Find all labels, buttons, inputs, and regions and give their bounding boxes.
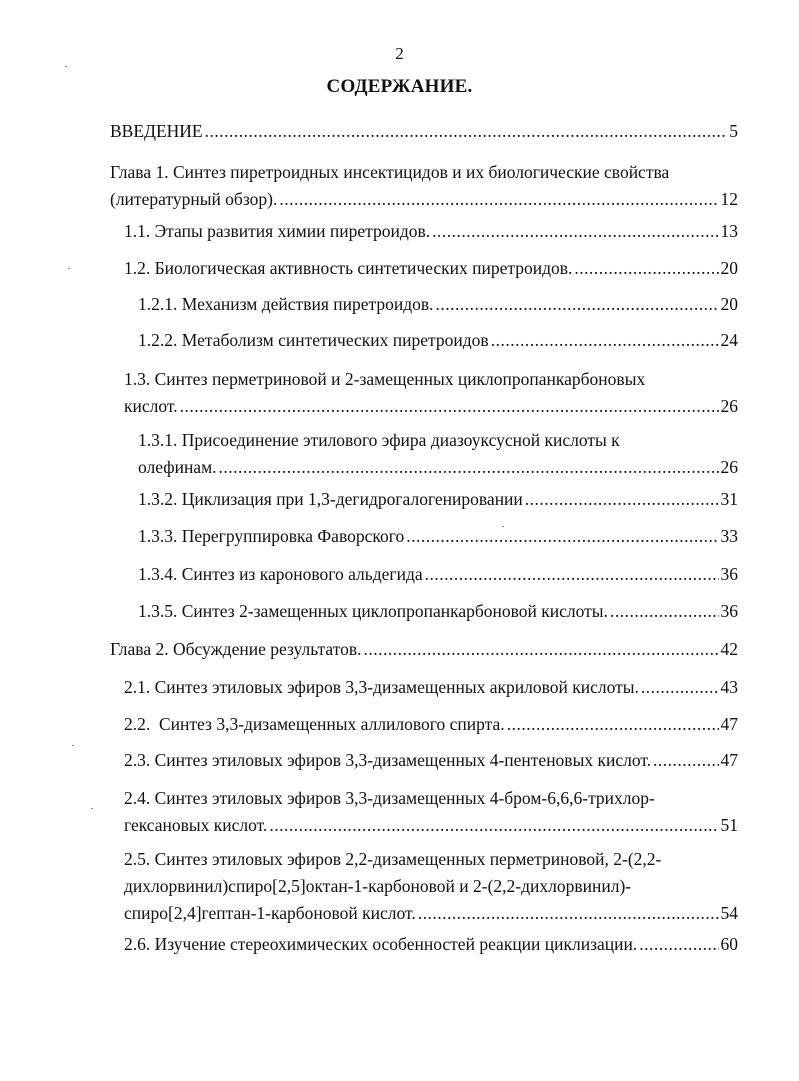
toc-page-number: 36 bbox=[720, 601, 738, 621]
toc-page-number: 12 bbox=[720, 189, 738, 209]
toc-page-number: 13 bbox=[720, 221, 738, 241]
toc-entry-text: 2.5. Синтез этиловых эфиров 2,2-дизамещенных перметриновой, 2-(2,2- bbox=[124, 849, 662, 869]
scan-speck bbox=[68, 268, 70, 269]
toc-entry-text: спиро[2,4]гептан-1-карбоновой кислот. bbox=[124, 903, 416, 923]
toc-leader-dots bbox=[525, 486, 719, 513]
toc-entry-text: Глава 1. Синтез пиретроидных инсектицидов и их биологические свойства bbox=[110, 162, 670, 182]
toc-entry-1-3-5 bbox=[138, 598, 738, 625]
toc-entry-text: 1.3.3. Перегруппировка Фаворского bbox=[138, 526, 405, 546]
toc-entry-text: (литературный обзор). bbox=[110, 189, 278, 209]
toc-entry-1-3-2 bbox=[138, 486, 738, 513]
scan-speck bbox=[91, 808, 93, 809]
toc-entry-1-2 bbox=[124, 255, 738, 282]
toc-leader-dots bbox=[432, 218, 718, 245]
toc-entry-text: 1.2.2. Метаболизм синтетических пиретроидов bbox=[138, 330, 489, 350]
toc-entry-text: 1.1. Этапы развития химии пиретроидов. bbox=[124, 221, 431, 241]
toc-leader-dots bbox=[406, 523, 718, 550]
toc-page-number: 20 bbox=[720, 294, 738, 314]
toc-page-number: 43 bbox=[720, 677, 738, 697]
toc-page-number: 51 bbox=[720, 815, 738, 835]
toc-entry-text: Глава 2. Обсуждение результатов. bbox=[110, 639, 362, 659]
toc-entry-1-2-1 bbox=[138, 291, 738, 318]
toc-entry-text: гексановых кислот. bbox=[124, 815, 268, 835]
toc-leader-dots bbox=[205, 118, 728, 145]
toc-entry-text: 2.2. Синтез 3,3-дизамещенных аллилового спирта. bbox=[124, 714, 505, 734]
toc-leader-dots bbox=[418, 900, 719, 927]
toc-entry-2-2 bbox=[124, 711, 738, 738]
toc-entry-text: 1.3.2. Циклизация при 1,3-дегидрогалогенировании bbox=[138, 489, 523, 509]
toc-page-number: 31 bbox=[720, 489, 738, 509]
toc-entry-text: дихлорвинил)спиро[2,5]октан-1-карбоновой и 2-(2,2-дихлорвинил)- bbox=[124, 876, 632, 896]
page-title: СОДЕРЖАНИЕ. bbox=[326, 76, 473, 97]
toc-leader-dots bbox=[491, 327, 719, 354]
toc-entry-chapter-1 bbox=[110, 159, 738, 213]
toc-leader-dots bbox=[180, 393, 719, 420]
toc-entry-text: олефинам. bbox=[138, 457, 217, 477]
toc-entry-1-3-1 bbox=[138, 427, 738, 481]
toc-page-number: 42 bbox=[720, 639, 738, 659]
toc-page-number: 47 bbox=[720, 750, 738, 770]
toc-entry-1-3 bbox=[124, 366, 738, 420]
toc-page-number: 47 bbox=[720, 714, 738, 734]
toc-entry-2-3 bbox=[124, 747, 738, 774]
toc-page-number: 24 bbox=[720, 330, 738, 350]
toc-leader-dots bbox=[639, 931, 718, 958]
toc-page-number: 33 bbox=[720, 526, 738, 546]
toc-entry-1-1 bbox=[124, 218, 738, 245]
toc-leader-dots bbox=[269, 812, 718, 839]
page-number: 2 bbox=[395, 44, 404, 63]
toc-entry-chapter-2 bbox=[110, 636, 738, 663]
toc-entry-text: ВВЕДЕНИЕ bbox=[110, 121, 203, 141]
toc-entry-2-4 bbox=[124, 785, 738, 839]
scan-speck bbox=[65, 66, 67, 67]
toc-page-number: 20 bbox=[720, 258, 738, 278]
toc-entry-text: 1.3.1. Присоединение этилового эфира диазоуксусной кислоты к bbox=[138, 430, 620, 450]
toc-entry-text: 1.3. Синтез перметриновой и 2-замещенных циклопропанкарбоновых bbox=[124, 369, 646, 389]
toc-leader-dots bbox=[219, 454, 719, 481]
toc-entry-text: 1.2.1. Механизм действия пиретроидов. bbox=[138, 294, 434, 314]
toc-page-number: 36 bbox=[720, 564, 738, 584]
toc-entry-2-5 bbox=[124, 846, 738, 927]
toc-leader-dots bbox=[425, 561, 719, 588]
toc-entry-text: 1.3.4. Синтез из каронового альдегида bbox=[138, 564, 423, 584]
toc-leader-dots bbox=[436, 291, 719, 318]
toc-entry-1-2-2 bbox=[138, 327, 738, 354]
toc-page-number: 5 bbox=[729, 121, 738, 141]
toc-entry-1-3-3 bbox=[138, 523, 738, 550]
toc-entry-text: 1.3.5. Синтез 2-замещенных циклопропанкарбоновой кислоты. bbox=[138, 601, 608, 621]
toc-entry-1-3-4 bbox=[138, 561, 738, 588]
toc-entry-text: 2.3. Синтез этиловых эфиров 3,3-дизамещенных 4-пентеновых кислот. bbox=[124, 750, 652, 770]
toc-page-number: 26 bbox=[720, 396, 738, 416]
toc-leader-dots bbox=[507, 711, 719, 738]
toc-entry-text: 2.1. Синтез этиловых эфиров 3,3-дизамещенных акриловой кислоты. bbox=[124, 677, 639, 697]
toc-entry-2-6 bbox=[124, 931, 738, 958]
toc-page-number: 26 bbox=[720, 457, 738, 477]
scan-speck bbox=[72, 745, 74, 746]
toc-page-number: 60 bbox=[720, 934, 738, 954]
toc-entry-text: 2.4. Синтез этиловых эфиров 3,3-дизамещенных 4-бром-6,6,6-трихлор- bbox=[124, 788, 655, 808]
toc-entry-text: кислот. bbox=[124, 396, 178, 416]
toc-leader-dots bbox=[641, 674, 719, 701]
toc-leader-dots bbox=[364, 636, 719, 663]
toc-leader-dots bbox=[610, 598, 719, 625]
toc-leader-dots bbox=[279, 186, 718, 213]
toc-page-number: 54 bbox=[720, 903, 738, 923]
toc-entry-text: 2.6. Изучение стереохимических особенностей реакции циклизации. bbox=[124, 934, 638, 954]
scan-speck bbox=[502, 526, 504, 527]
toc-entry-text: 1.2. Биологическая активность синтетических пиретроидов. bbox=[124, 258, 573, 278]
toc-leader-dots bbox=[574, 255, 718, 282]
toc-entry-introduction bbox=[110, 118, 738, 145]
toc-entry-2-1 bbox=[124, 674, 738, 701]
toc-leader-dots bbox=[653, 747, 718, 774]
